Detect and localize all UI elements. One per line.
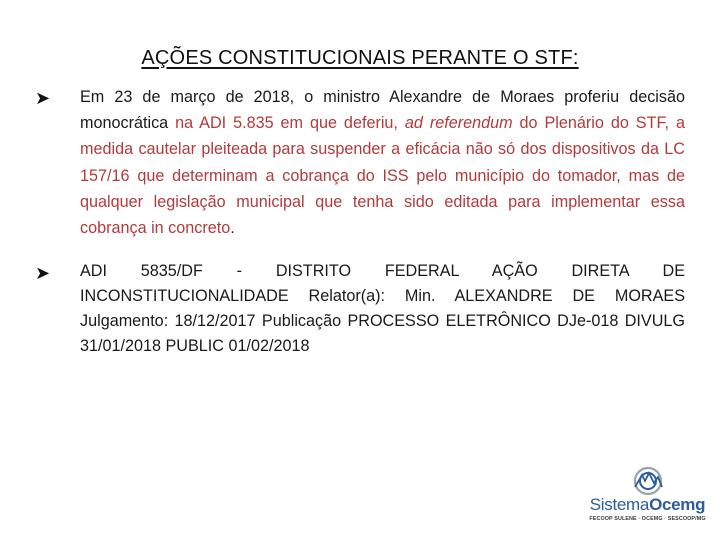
sistema-ocemg-logo-icon (629, 465, 667, 497)
slide-title: AÇÕES CONSTITUCIONAIS PERANTE O STF: (141, 47, 579, 69)
bullet-list (35, 84, 685, 376)
bullet-text (80, 84, 685, 241)
bullet-text-highlight: na ADI 5.835 em que deferiu, (175, 114, 405, 133)
bullet-text-part: Em 23 de março de 2018, o ministro Alexandre de Moraes proferiu decisão monocrática (80, 88, 685, 133)
logo-subtitle: FECOOP SULENE · OCEMG · SESCOOP/MG (589, 516, 706, 522)
logo-name-light: Sistema (589, 495, 650, 514)
sistema-ocemg-logo (585, 465, 710, 535)
bullet-text-italic: ad referendum (404, 114, 513, 133)
bullet-text: ADI 5835/DF - DISTRITO FEDERAL AÇÃO DIRETA DE INCONSTITUCIONALIDADE Relator(a): Min. ALEXANDRE DE MORAES Julgamento: 18/12/2017 Publicação PROCESSO ELETRÔNICO DJe-018 DIVULG 31/01/2018 PUBLIC 01/02/2018 (80, 262, 685, 355)
bullet-text-highlight: do Plenário do STF, a medida cautelar pleiteada para suspender a eficácia não só dos dispositivos da LC 157/16 que determinam a cobrança do ISS pelo município do tomador, mas de qualquer legislação municipal que tenha sido editada para implementar essa cobrança in concreto (80, 114, 685, 238)
arrow-bullet-icon: ➤ (35, 263, 51, 284)
logo-name-bold: Ocemg (649, 495, 706, 514)
logo-name (585, 495, 710, 515)
arrow-bullet-icon: ➤ (35, 88, 51, 108)
bullet-item-citation (35, 259, 685, 358)
bullet-text-part: . (230, 219, 235, 238)
bullet-item-decision (35, 84, 685, 241)
